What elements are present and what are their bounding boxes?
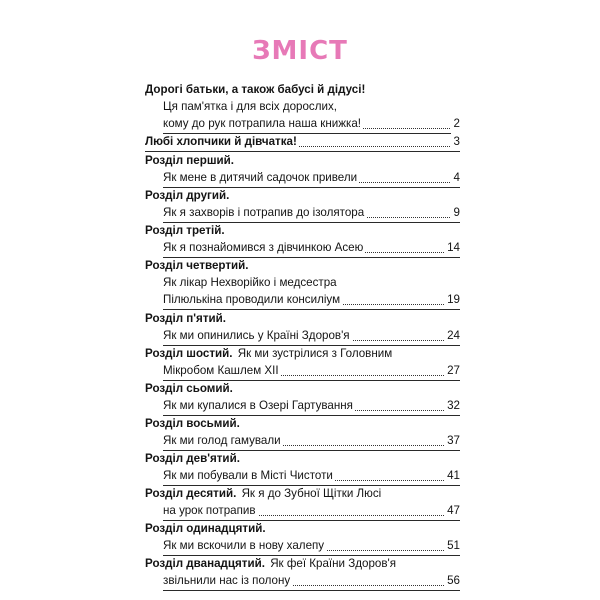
toc-kids-entry [145, 133, 460, 152]
toc-entry-text: Як мене в дитячий садочок привели [163, 171, 358, 184]
toc-chapter-5-title [145, 310, 460, 328]
toc-chapter-9-title [145, 450, 460, 468]
toc-entry-text: Як ми вскочили в нову халепу [163, 539, 325, 552]
toc-page-number: 9 [451, 204, 460, 222]
toc-entry-title: Розділ четвертий. [145, 259, 249, 272]
toc-page-number: 14 [444, 239, 460, 257]
toc-entry-title: Розділ третій. [145, 224, 225, 237]
toc-page-number: 37 [444, 432, 460, 450]
toc-foreword-line [163, 98, 460, 116]
toc-chapter-3-entry [163, 239, 460, 258]
toc-entry-text: Як я до Зубної Щітки Люсі [241, 487, 382, 500]
toc-entry-title: Розділ восьмий. [145, 417, 240, 430]
toc-entry-text: Як ми купалися в Озері Гартування [163, 399, 353, 412]
toc-entry-text: Як ми побували в Місті Чистоти [163, 469, 333, 482]
toc-entry-text: Як феї Країни Здоров'я [270, 557, 397, 570]
toc-foreword-entry [163, 115, 460, 134]
toc-entry-title: Розділ шостий. [145, 347, 233, 360]
toc-chapter-5-entry [163, 327, 460, 346]
toc-chapter-11-title [145, 520, 460, 538]
toc-entry-title: Дорогі батьки, а також бабусі й дідусі! [145, 83, 366, 96]
toc-chapter-1-entry [163, 169, 460, 188]
toc-chapter-2-title [145, 187, 460, 205]
toc-entry-title: Розділ п'ятий. [145, 312, 226, 325]
toc-entry-text: Як ми зустрілися з Головним [237, 347, 393, 360]
toc-chapter-8-title [145, 415, 460, 433]
toc-entry-text: Пілюлькіна проводили консиліум [163, 293, 341, 306]
toc-entry-text: звільнили нас із полону [163, 574, 291, 587]
toc-page-number: 56 [444, 572, 460, 590]
toc-entry-text: Ця пам'ятка і для всіх дорослих, [163, 100, 337, 113]
toc-entry-text: Як лікар Нехворійко і медсестра [163, 276, 337, 289]
toc-chapter-6-title [145, 345, 460, 363]
toc-chapter-4-title [145, 257, 460, 275]
toc-chapter-3-title [145, 222, 460, 240]
toc-page-number: 27 [444, 362, 460, 380]
toc-entry-text: Як ми опинились у Країні Здоров'я [163, 329, 350, 342]
toc-entry-text: Як я познайомився з дівчинкою Асею [163, 241, 364, 254]
toc-entry-title: Любі хлопчики й дівчатка! [145, 135, 297, 148]
toc-chapter-12-title [145, 555, 460, 573]
page-title: ЗМІСТ [252, 36, 348, 66]
toc-chapter-1-title [145, 152, 460, 170]
toc-chapter-6-entry [163, 362, 460, 381]
toc-entry-text: Мікробом Кашлем XII [163, 364, 279, 377]
toc-page-number: 47 [444, 502, 460, 520]
toc-page-number: 51 [444, 537, 460, 555]
toc-entry-title: Розділ одинадцятий. [145, 522, 266, 535]
toc-page-number: 24 [444, 327, 460, 345]
toc-foreword-title [145, 81, 460, 99]
toc-page-number: 2 [451, 115, 460, 133]
toc-entry-title: Розділ дев'ятий. [145, 452, 240, 465]
toc-page-number: 32 [444, 397, 460, 415]
toc-chapter-10-title [145, 485, 460, 503]
toc-entry-text: на урок потрапив [163, 504, 256, 517]
toc-chapter-4-line [163, 274, 460, 292]
toc-chapter-10-entry [163, 502, 460, 521]
toc-entry-title: Розділ другий. [145, 189, 230, 202]
toc-chapter-2-entry [163, 204, 460, 223]
toc-entry-title: Розділ сьомий. [145, 382, 233, 395]
toc-entry-title: Розділ дванадцятий. [145, 557, 265, 570]
toc-chapter-7-entry [163, 397, 460, 416]
toc-entry-text: Як ми голод гамували [163, 434, 281, 447]
toc-entry-title: Розділ перший. [145, 154, 234, 167]
toc-chapter-9-entry [163, 467, 460, 486]
toc-chapter-8-entry [163, 432, 460, 451]
toc-page-number: 41 [444, 467, 460, 485]
toc-page-number: 3 [451, 133, 460, 151]
toc-page-number: 4 [451, 169, 460, 187]
toc-entry-text: Як я захворів і потрапив до ізолятора [163, 206, 365, 219]
toc-chapter-12-entry [163, 572, 460, 591]
toc-entry-title: Розділ десятий. [145, 487, 237, 500]
toc-page-number: 19 [444, 291, 460, 309]
toc-entry-text: кому до рук потрапила наша книжка! [163, 117, 361, 130]
toc-chapter-4-entry [163, 291, 460, 310]
toc-chapter-11-entry [163, 537, 460, 556]
toc-chapter-7-title [145, 380, 460, 398]
